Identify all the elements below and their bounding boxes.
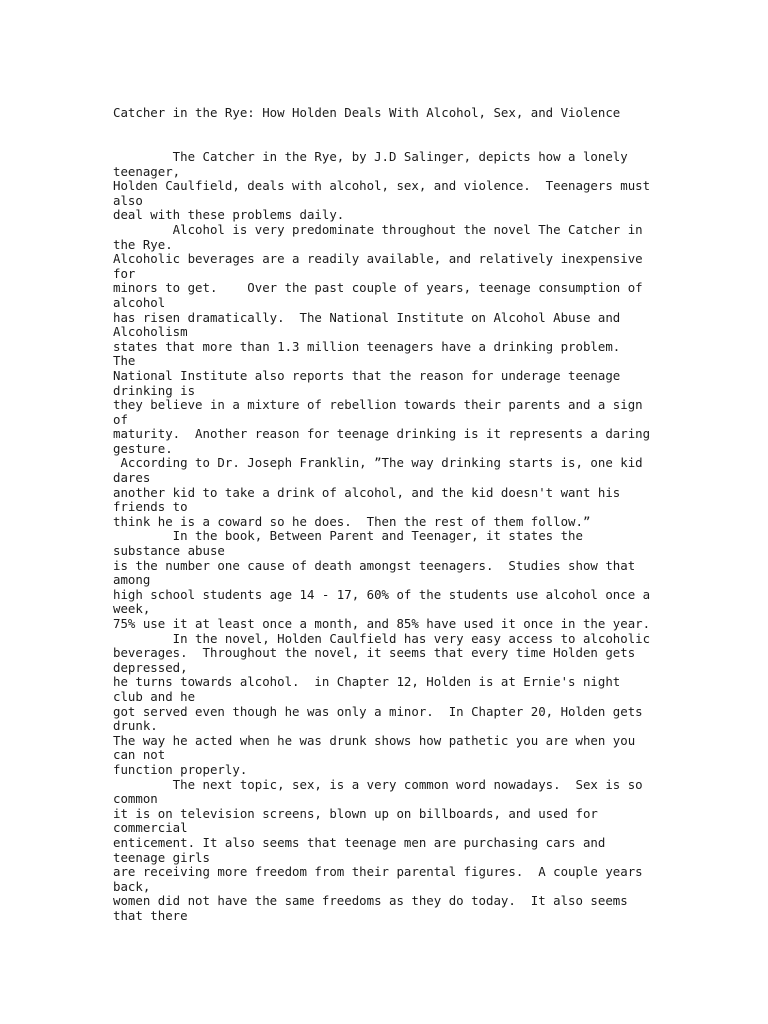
document-line: teenager, [113, 163, 181, 179]
document-line: for [113, 265, 136, 281]
document-line: function properly. [113, 761, 248, 777]
document-line: that there [113, 907, 188, 923]
document-line: Holden Caulfield, deals with alcohol, sex, and violence. Teenagers must [113, 178, 651, 194]
document-line: week, [113, 601, 151, 617]
document-line: high school students age 14 - 17, 60% of the students use alcohol once a [113, 586, 651, 602]
document-line: gesture. [113, 440, 173, 456]
document-line: Alcoholism [113, 324, 188, 340]
document-line: Alcoholic beverages are a readily available, and relatively inexpensive [113, 251, 643, 267]
document-line: beverages. Throughout the novel, it seems that every time Holden gets [113, 645, 636, 661]
document-line: got served even though he was only a minor. In Chapter 20, Holden gets [113, 703, 643, 719]
document-line: are receiving more freedom from their parental figures. A couple years [113, 864, 643, 880]
document-line: enticement. It also seems that teenage men are purchasing cars and [113, 834, 606, 850]
document-line: The [113, 353, 136, 369]
document-line: commercial [113, 820, 188, 836]
document-body [113, 150, 650, 923]
document-line: The Catcher in the Rye, by J.D Salinger, depicts how a lonely [113, 149, 628, 164]
document-line: In the book, Between Parent and Teenager, it states the [113, 528, 583, 544]
document-line: common [113, 791, 158, 807]
document-line: drunk. [113, 718, 158, 734]
document-line: it is on television screens, blown up on billboards, and used for [113, 805, 598, 821]
document-line: women did not have the same freedoms as they do today. It also seems [113, 893, 628, 909]
document-line: deal with these problems daily. [113, 207, 345, 223]
document-line: dares [113, 470, 151, 486]
document-line: they believe in a mixture of rebellion towards their parents and a sign [113, 397, 643, 413]
document-line: he turns towards alcohol. in Chapter 12, Holden is at Ernie's night [113, 674, 621, 690]
document-line: is the number one cause of death amongst teenagers. Studies show that [113, 557, 636, 573]
document-title: Catcher in the Rye: How Holden Deals With Alcohol, Sex, and Violence [113, 105, 621, 120]
document-line: can not [113, 747, 166, 763]
document-line: another kid to take a drink of alcohol, and the kid doesn't want his [113, 484, 621, 500]
document-line: maturity. Another reason for teenage drinking is it represents a daring [113, 426, 651, 442]
document-line: The next topic, sex, is a very common word nowadays. Sex is so [113, 776, 643, 792]
document-line: teenage girls [113, 849, 210, 865]
document-line: alcohol [113, 294, 166, 310]
document-line: back, [113, 878, 151, 894]
document-line: In the novel, Holden Caulfield has very easy access to alcoholic [113, 630, 651, 646]
document-line: has risen dramatically. The National Institute on Alcohol Abuse and [113, 309, 621, 325]
document-line: the Rye. [113, 236, 173, 252]
document-line: depressed, [113, 659, 188, 675]
document-line: friends to [113, 499, 188, 515]
document-line: club and he [113, 688, 196, 704]
document-line: The way he acted when he was drunk shows how pathetic you are when you [113, 732, 636, 748]
document-line: National Institute also reports that the reason for underage teenage [113, 367, 621, 383]
document-line: Alcohol is very predominate throughout the novel The Catcher in [113, 221, 643, 237]
document-line: think he is a coward so he does. Then the rest of them follow.” [113, 513, 591, 529]
document-line: drinking is [113, 382, 196, 398]
document-line: states that more than 1.3 million teenagers have a drinking problem. [113, 338, 621, 354]
document-line: According to Dr. Joseph Franklin, ”The way drinking starts is, one kid [113, 455, 643, 471]
document-line: of [113, 411, 128, 427]
document-line: substance abuse [113, 543, 225, 559]
document-line: among [113, 572, 151, 588]
document-line: also [113, 192, 143, 208]
document-line: 75% use it at least once a month, and 85% have used it once in the year. [113, 616, 651, 631]
document-line: minors to get. Over the past couple of years, teenage consumption of [113, 280, 643, 296]
